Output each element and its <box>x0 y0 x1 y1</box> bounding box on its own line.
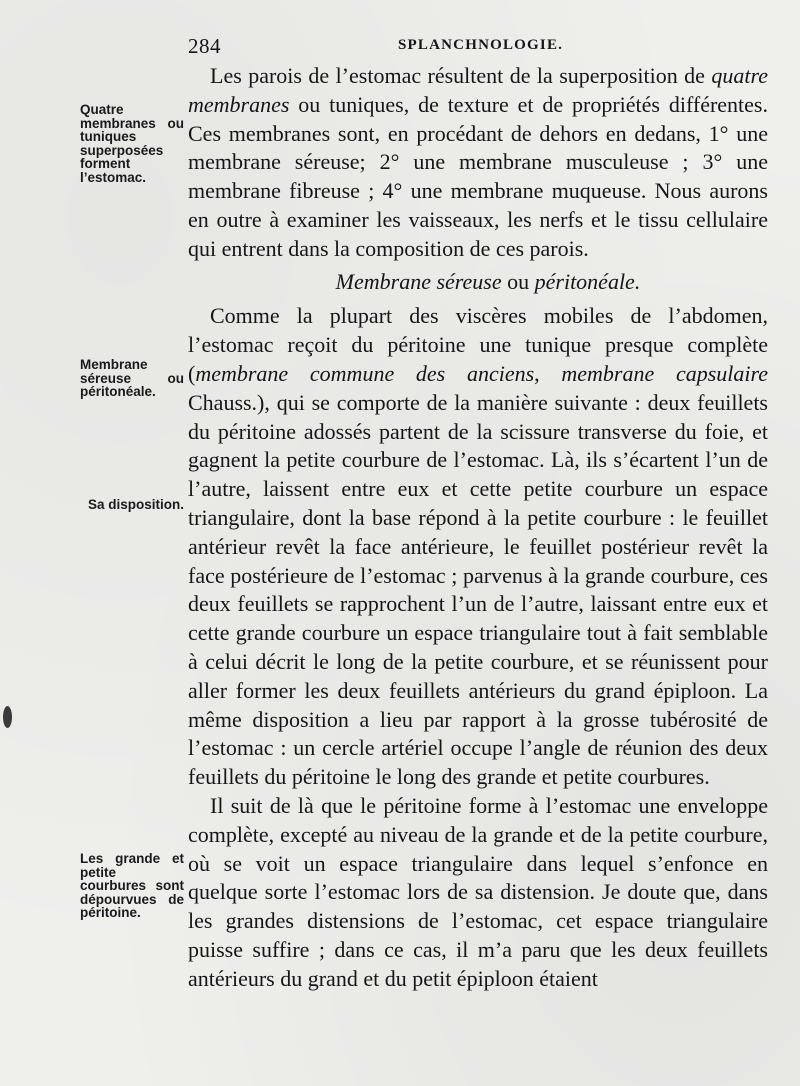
membrane-commune-emphasis: membrane commune des anciens <box>195 360 535 386</box>
paragraph-parois <box>188 62 768 264</box>
margin-notes <box>0 0 190 1086</box>
section-title <box>208 268 768 297</box>
running-title: SPLANCHNOLOGIE. <box>398 37 564 53</box>
page-number: 284 <box>188 34 221 58</box>
paragraph-parois-rest: ou tuniques, de texture et de propriétés différentes. Ces membranes sont, en procédant de dehors en dedans, 1° une membrane séreuse; 2° une membrane musculeuse ; 3° une membrane fibreuse ; 4° une membrane muqueuse. Nous aurons en outre à examiner les vaisseaux, les nerfs et le tissu cellulaire qui entrent dans la composition de ces parois. <box>188 91 768 261</box>
margin-note-courbures: Les grande et petite courbures sont dépourvues de péritoine. <box>80 851 184 920</box>
section-title-italic: Membrane séreuse <box>335 268 502 294</box>
paragraph-peritoine-sep: , <box>534 360 562 386</box>
paragraph-peritoine <box>188 302 768 792</box>
margin-note-sereuse: Membrane séreuse ou péritonéale. <box>80 357 184 399</box>
margin-note-disposition: Sa disposition. <box>87 497 184 512</box>
quatre-membranes-emphasis: quatre membranes <box>188 63 768 117</box>
section-title-italic-2: péritonéale. <box>534 268 641 294</box>
paragraph-peritoine-rest: Chauss.), qui se comporte de la manière suivante : deux feuillets du péritoine adossés partent de la scissure transverse du foie, et gagnent la petite courbure de l’estomac. Là, ils s’écartent l’un de l’autre, laissent entre eux et cette petite courbure un espace triangulaire, dont la base répond à la petite courbure : le feuillet antérieur revêt la face antérieure, le feuillet postérieur revêt la face postérieure de l’estomac ; parvenus à la grande courbure, ces deux feuillets se rapprochent l’un de l’autre, laissant entre eux et cette grande courbure un espace triangulaire tout à fait semblable à celui décrit le long de la petite courbure, et se réunissent pour aller former les deux feuillets antérieurs du grand épiploon. La même disposition a lieu par rapport à la grosse tubérosité de l’estomac : un cercle artériel occupe l’angle de réunion des deux feuillets du péritoine le long des grande et petite courbures. <box>188 389 768 790</box>
paragraph-peritoine-intro: Comme la plupart des viscères mobiles de l’abdomen, l’estomac reçoit du péritoine une tunique presque complète ( <box>188 303 768 386</box>
paragraph-enveloppe: Il suit de là que le péritoine forme à l’estomac une enveloppe complète, excepté au niveau de la grande et de la petite courbure, où se voit un espace triangulaire dans lequel s’enfonce en quelque sorte l’estomac lors de sa distension. Je doute que, dans les grandes distensions de l’estomac, cet espace triangulaire puisse suffire ; dans ce cas, il m’a paru que les deux feuillets antérieurs du grand et du petit épiploon étaient <box>188 792 768 991</box>
margin-note-membranes: Quatre membranes ou tuniques superposées forment l’estomac. <box>80 102 184 185</box>
body-text <box>188 62 768 994</box>
paragraph-parois-text: Les parois de l’estomac résultent de la superposition de <box>210 63 712 88</box>
section-title-sep: ou <box>501 268 535 294</box>
membrane-capsulaire-emphasis: membrane capsulaire <box>561 360 769 386</box>
